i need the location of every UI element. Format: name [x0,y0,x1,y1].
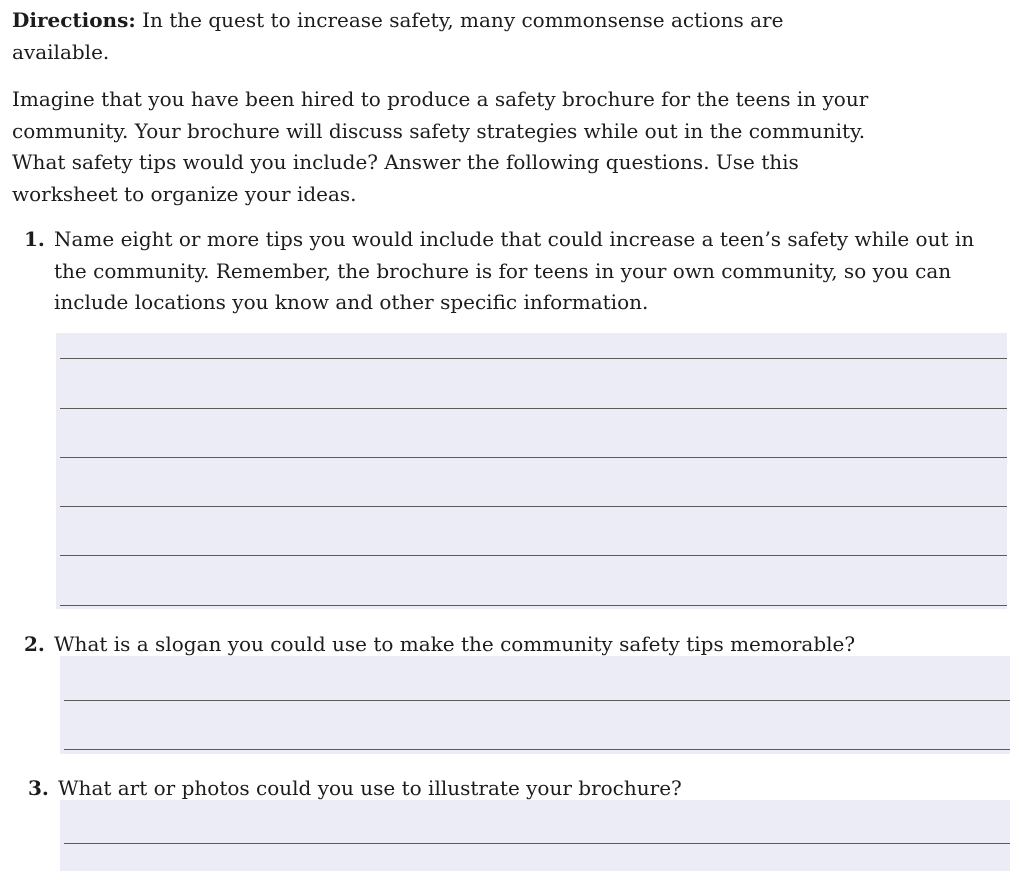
question-number: 1. [24,227,45,251]
directions-label: Directions: [12,8,136,32]
question-text: What is a slogan you could use to make the community safety tips memorable? [54,632,856,656]
answer-line[interactable] [60,605,1007,606]
question-1 [24,224,994,319]
answer-line[interactable] [60,408,1007,409]
answer-area-2[interactable] [60,656,1010,754]
question-text: What art or photos could you use to illustrate your brochure? [58,776,682,800]
question-number: 3. [28,776,49,800]
question-number: 2. [24,632,45,656]
answer-line[interactable] [60,358,1007,359]
answer-line[interactable] [64,843,1010,844]
answer-line[interactable] [64,700,1010,701]
answer-line[interactable] [64,749,1010,750]
intro-paragraph: Imagine that you have been hired to produce a safety brochure for the teens in your community. Your brochure will discuss safety strategies while out in the community. What safety tips would you include? Answer the following questions. Use this worksheet to organize your ideas. [12,87,869,206]
directions-paragraph [12,5,872,68]
directions-text: In the quest to increase safety, many commonsense actions are available. [12,8,784,64]
answer-line[interactable] [60,555,1007,556]
answer-line[interactable] [60,457,1007,458]
answer-area-3[interactable] [60,800,1010,871]
answer-line[interactable] [60,506,1007,507]
question-text: Name eight or more tips you would include that could increase a teen’s safety while out in the community. Remember, the brochure is for teens in your own community, so you can include locations you know and other specific information. [54,227,975,314]
answer-area-1[interactable] [56,333,1007,609]
